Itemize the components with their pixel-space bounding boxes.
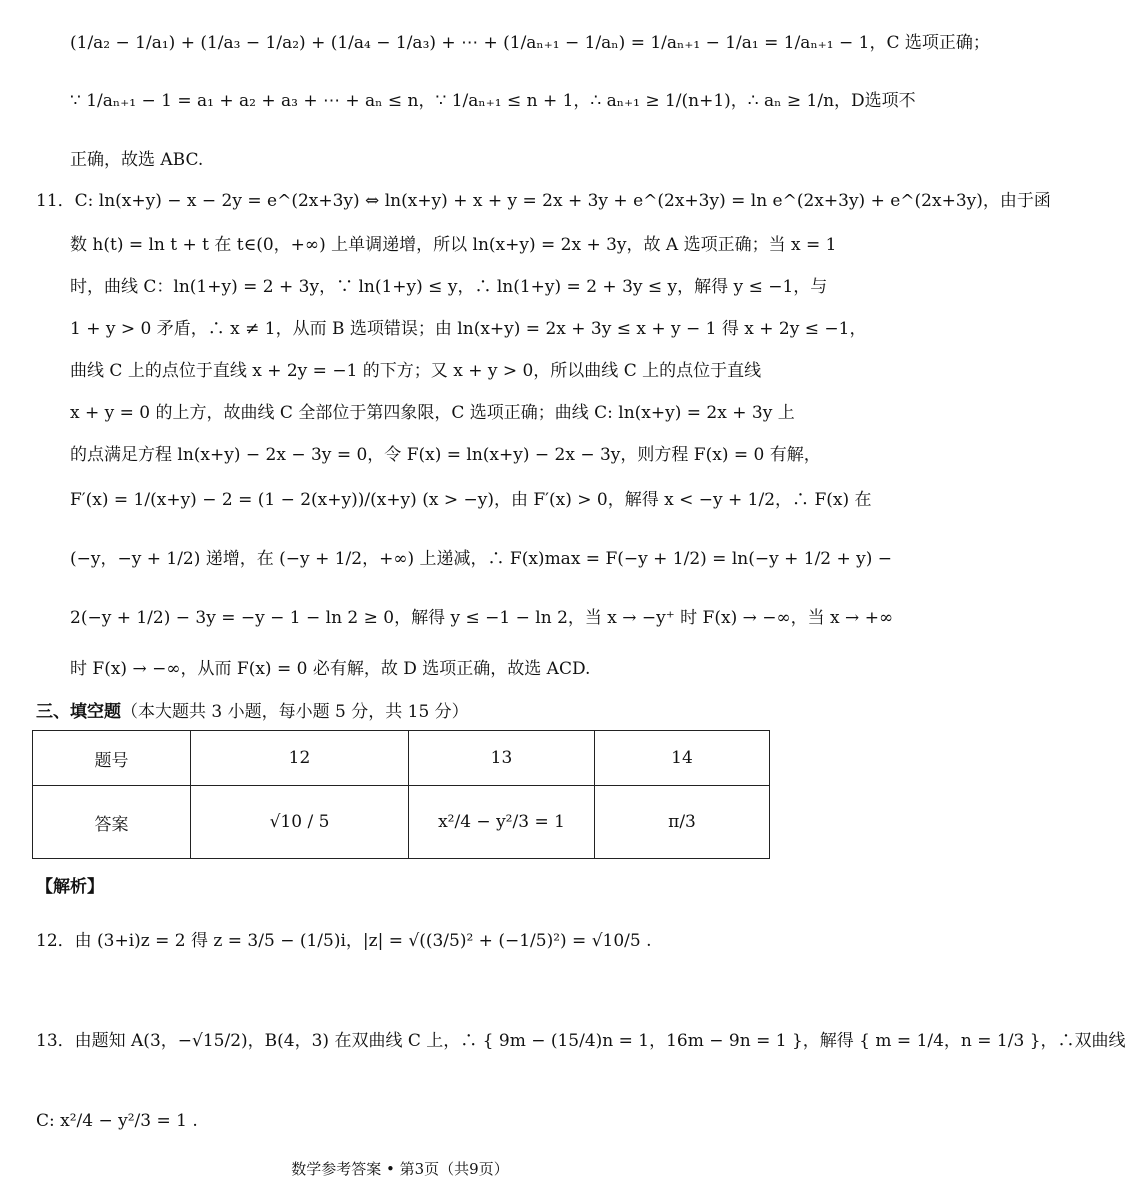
q11-line-4: 1 + y > 0 矛盾，∴ x ≠ 1，从而 B 选项错误；由 ln(x+y) = 2x + 3y ≤ x + y − 1 得 x + 2y ≤ −1， xyxy=(70,319,867,339)
page-footer: 数学参考答案 • 第3页（共9页） xyxy=(291,1160,509,1178)
section-3-title: 三、填空题 xyxy=(36,702,121,722)
section-3-note: （本大题共 3 小题，每小题 5 分，共 15 分） xyxy=(121,702,469,722)
q13-solution-line-1: 13．由题知 A(3，−√15/2)，B(4，3) 在双曲线 C 上，∴ { 9m − (15/4)n = 1，16m − 9n = 1 }，解得 { m = 1/4，n = 1/3 }，∴双曲线 xyxy=(36,1031,1126,1051)
q11-line-5: 曲线 C 上的点位于直线 x + 2y = −1 的下方；又 x + y > 0，所以曲线 C 上的点位于直线 xyxy=(70,361,762,381)
q11-line-8: F′(x) = 1/(x+y) − 2 = (1 − 2(x+y))/(x+y) (x > −y)，由 F′(x) > 0，解得 x < −y + 1/2，∴ F(x) 在 xyxy=(70,490,872,510)
table-cell: 13 xyxy=(409,731,595,786)
table-cell: 12 xyxy=(191,731,409,786)
table-cell: 题号 xyxy=(33,731,191,786)
q11-line-3: 时，曲线 C：ln(1+y) = 2 + 3y，∵ ln(1+y) ≤ y，∴ ln(1+y) = 2 + 3y ≤ y，解得 y ≤ −1，与 xyxy=(70,277,828,297)
text-line-1: (1/a₂ − 1/a₁) + (1/a₃ − 1/a₂) + (1/a₄ − 1/a₃) + ⋯ + (1/aₙ₊₁ − 1/aₙ) = 1/aₙ₊₁ − 1/a₁ = 1/aₙ₊₁ − 1，C 选项正确； xyxy=(70,33,990,53)
table-cell: π/3 xyxy=(595,786,770,859)
q13-solution-line-2: C: x²/4 − y²/3 = 1 . xyxy=(36,1111,198,1131)
table-cell: √10 / 5 xyxy=(191,786,409,859)
q11-line-6: x + y = 0 的上方，故曲线 C 全部位于第四象限，C 选项正确；曲线 C: ln(x+y) = 2x + 3y 上 xyxy=(70,403,795,423)
analysis-heading: 【解析】 xyxy=(36,877,104,897)
q11-line-1: 11．C: ln(x+y) − x − 2y = e^(2x+3y) ⇔ ln(x+y) + x + y = 2x + 3y + e^(2x+3y) = ln e^(2x+3y) + e^(2x+3y)，由于函 xyxy=(36,191,1051,211)
q11-line-10: 2(−y + 1/2) − 3y = −y − 1 − ln 2 ≥ 0，解得 y ≤ −1 − ln 2，当 x → −y⁺ 时 F(x) → −∞，当 x → +∞ xyxy=(70,608,894,628)
q11-line-2: 数 h(t) = ln t + t 在 t∈(0，+∞) 上单调递增，所以 ln(x+y) = 2x + 3y，故 A 选项正确；当 x = 1 xyxy=(70,235,837,255)
table-cell: x²/4 − y²/3 = 1 xyxy=(409,786,595,859)
text-line-2: ∵ 1/aₙ₊₁ − 1 = a₁ + a₂ + a₃ + ⋯ + aₙ ≤ n，∵ 1/aₙ₊₁ ≤ n + 1，∴ aₙ₊₁ ≥ 1/(n+1)，∴ aₙ ≥ 1/n，D选项不 xyxy=(70,91,916,111)
table-cell: 14 xyxy=(595,731,770,786)
q11-line-11: 时 F(x) → −∞，从而 F(x) = 0 必有解，故 D 选项正确，故选 ACD. xyxy=(70,659,591,679)
table-row xyxy=(33,786,770,859)
table-row xyxy=(33,731,770,786)
answer-table xyxy=(32,730,770,859)
q11-line-9: (−y，−y + 1/2) 递增，在 (−y + 1/2，+∞) 上递减，∴ F(x)max = F(−y + 1/2) = ln(−y + 1/2 + y) − xyxy=(70,549,893,569)
section-3-heading xyxy=(36,697,469,722)
q12-solution: 12．由 (3+i)z = 2 得 z = 3/5 − (1/5)i，|z| = √((3/5)² + (−1/5)²) = √10/5 . xyxy=(36,931,652,951)
q11-line-7: 的点满足方程 ln(x+y) − 2x − 3y = 0，令 F(x) = ln(x+y) − 2x − 3y，则方程 F(x) = 0 有解， xyxy=(70,445,821,465)
text-line-3: 正确，故选 ABC. xyxy=(70,150,204,170)
table-cell: 答案 xyxy=(33,786,191,859)
